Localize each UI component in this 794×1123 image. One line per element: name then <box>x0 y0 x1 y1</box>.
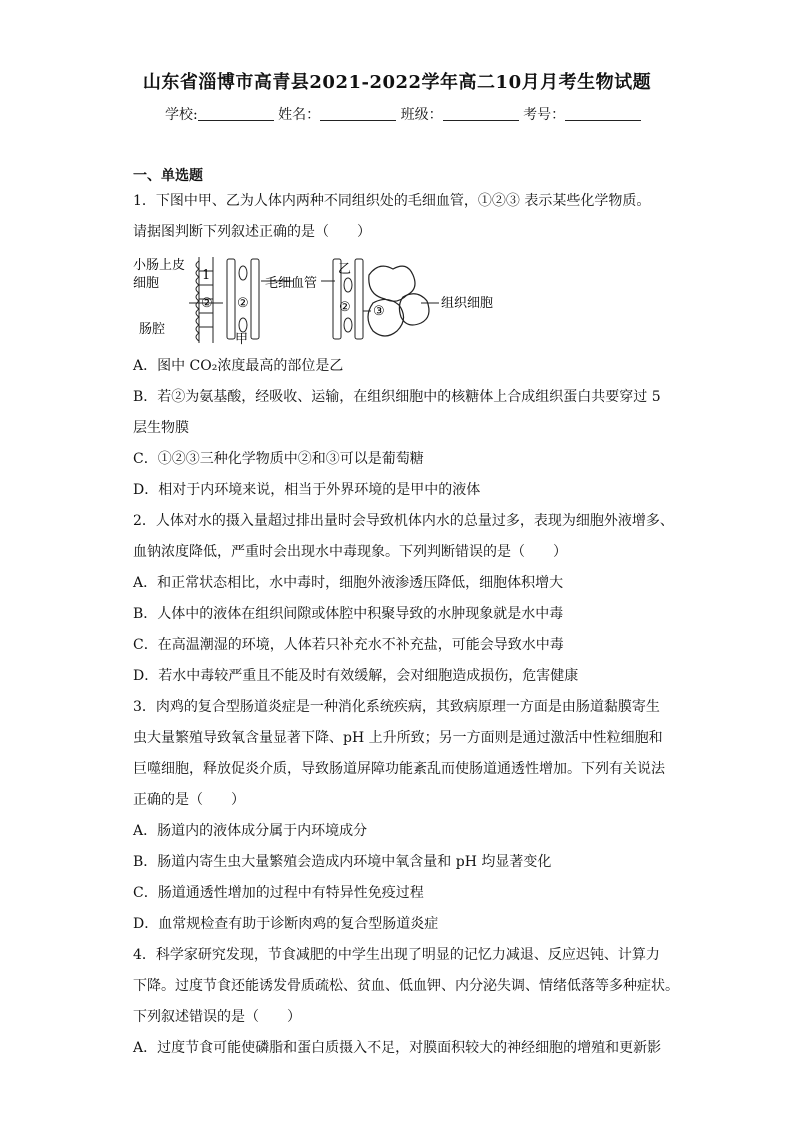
page-title: 山东省淄博市高青县2021-2022学年高二10月月考生物试题 <box>142 72 652 93</box>
stem-line: 1．下图中甲、乙为人体内两种不同组织处的毛细血管，①②③ 表示某些化学物质。 <box>133 193 651 209</box>
school-blank[interactable] <box>198 106 274 121</box>
label-intestinal-cells-2: 细胞 <box>133 276 160 291</box>
stem-line: 2．人体对水的摄入量超过排出量时会导致机体内水的总量过多，表现为细胞外液增多、 <box>133 513 674 529</box>
label-yi: 乙 <box>338 262 352 277</box>
question-2 <box>133 506 674 692</box>
option-c[interactable]: C．在高温潮湿的环境，人体若只补充水不补充盐，可能会导致水中毒 <box>133 637 564 653</box>
stem-line: 虫大量繁殖导致氧含量显著下降、pH 上升所致；另一方面则是通过激活中性粒细胞和 <box>133 730 663 746</box>
option-c[interactable]: C．①②③三种化学物质中②和③可以是葡萄糖 <box>133 451 424 467</box>
name-label: 姓名： <box>278 107 321 123</box>
stem-line: 下降。过度节食还能诱发骨质疏松、贫血、低血钾、内分泌失调、情绪低落等多种症状。 <box>133 978 679 994</box>
option-a[interactable]: A．图中 CO₂浓度最高的部位是乙 <box>133 358 344 374</box>
mark-2c: ② <box>339 300 351 315</box>
stem-line: 请据图判断下列叙述正确的是（ ） <box>133 224 371 240</box>
option-a[interactable]: A．和正常状态相比，水中毒时，细胞外液渗透压降低，细胞体积增大 <box>133 575 564 591</box>
question-1-options <box>133 351 661 506</box>
number-label: 考号： <box>523 107 566 123</box>
question-3 <box>133 692 665 940</box>
stem-line: 下列叙述错误的是（ ） <box>133 1009 301 1025</box>
label-intestinal-cells-1: 小肠上皮 <box>133 258 186 273</box>
label-capillary: 毛细血管 <box>265 276 318 291</box>
name-blank[interactable] <box>320 106 396 121</box>
question-1-stem <box>133 186 650 248</box>
capillary-diagram <box>133 255 533 345</box>
stem-line: 血钠浓度降低，严重时会出现水中毒现象。下列判断错误的是（ ） <box>133 544 567 560</box>
option-c[interactable]: C．肠道通透性增加的过程中有特异性免疫过程 <box>133 885 424 901</box>
section-title: 一、单选题 <box>133 168 203 184</box>
option-d[interactable]: D．血常规检查有助于诊断肉鸡的复合型肠道炎症 <box>133 916 439 932</box>
option-a[interactable]: A．过度节食可能使磷脂和蛋白质摄入不足，对膜面积较大的神经细胞的增殖和更新影 <box>133 1040 662 1056</box>
tissue-cells <box>368 266 429 336</box>
option-b-continued: 层生物膜 <box>133 420 189 436</box>
mark-2a: ② <box>201 296 213 311</box>
stem-line: 4．科学家研究发现，节食减肥的中学生出现了明显的记忆力减退、反应迟钝、计算力 <box>133 947 660 963</box>
question-4 <box>133 940 679 1064</box>
mark-2b: ② <box>237 296 249 311</box>
mark-1: 1 <box>202 268 211 283</box>
mark-3: ③ <box>373 304 385 319</box>
option-b[interactable]: B．若②为氨基酸，经吸收、运输，在组织细胞中的核糖体上合成组织蛋白共要穿过 5 <box>133 389 661 405</box>
class-label: 班级： <box>400 107 443 123</box>
stem-line: 巨噬细胞，释放促炎介质，导致肠道屏障功能紊乱而使肠道通透性增加。下列有关说法 <box>133 761 665 777</box>
option-d[interactable]: D．相对于内环境来说，相当于外界环境的是甲中的液体 <box>133 482 481 498</box>
number-blank[interactable] <box>565 106 641 121</box>
option-a[interactable]: A．肠道内的液体成分属于内环境成分 <box>133 823 368 839</box>
class-blank[interactable] <box>443 106 519 121</box>
student-info-line <box>165 104 641 124</box>
option-b[interactable]: B．人体中的液体在组织间隙或体腔中积聚导致的水肿现象就是水中毒 <box>133 606 564 622</box>
label-tissue-cells: 组织细胞 <box>441 296 494 311</box>
stem-line: 3．肉鸡的复合型肠道炎症是一种消化系统疾病，其致病原理一方面是由肠道黏膜寄生 <box>133 699 660 715</box>
label-jia: 甲 <box>235 332 249 345</box>
option-b[interactable]: B．肠道内寄生虫大量繁殖会造成内环境中氧含量和 pH 均显著变化 <box>133 854 552 870</box>
school-label: 学校: <box>165 107 198 123</box>
label-intestinal-lumen: 肠腔 <box>139 322 166 337</box>
option-d[interactable]: D．若水中毒较严重且不能及时有效缓解，会对细胞造成损伤，危害健康 <box>133 668 579 684</box>
stem-line: 正确的是（ ） <box>133 792 245 808</box>
